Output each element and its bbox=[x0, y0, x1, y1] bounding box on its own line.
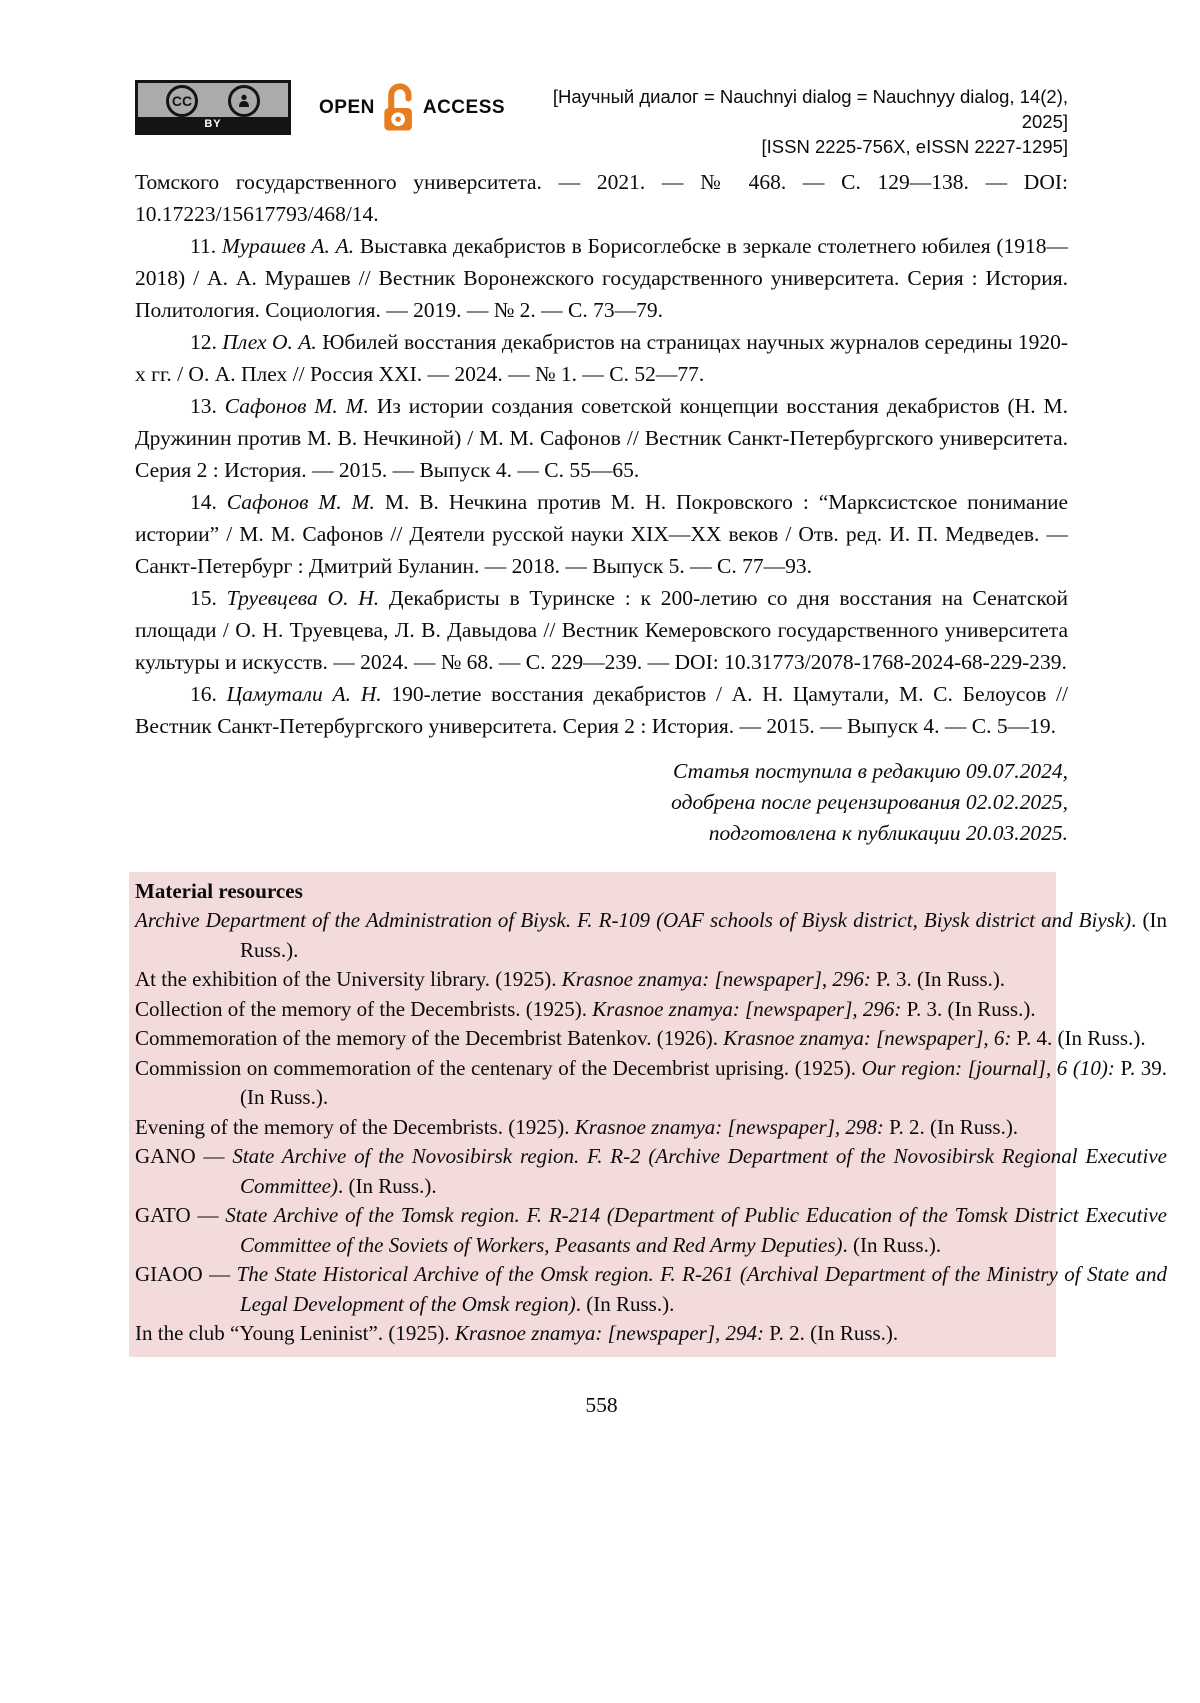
page-number: 558 bbox=[585, 1392, 618, 1417]
page-content bbox=[135, 166, 1168, 1418]
text-run: GANO — bbox=[135, 1144, 233, 1168]
text-run: P. 39. (In Russ.). bbox=[240, 1055, 1167, 1109]
journal-identification bbox=[505, 80, 1068, 159]
text-run: Krasnoe znamya: [newspaper], 296: bbox=[561, 967, 871, 991]
text-run: Труевцева О. Н. bbox=[226, 586, 380, 610]
text-run: Evening of the memory of the Decembrists. (1925). bbox=[135, 1114, 575, 1139]
references-russian-list bbox=[135, 166, 1068, 742]
text-run: At the exhibition of the University library. (1925). bbox=[135, 967, 562, 991]
text-run: 12. bbox=[190, 330, 223, 354]
text-run: Сафонов М. М. bbox=[226, 490, 375, 514]
submission-date-line: одобрена после рецензирования 02.02.2025, bbox=[671, 790, 1068, 814]
text-run: P. 2. (In Russ.). bbox=[883, 1114, 1019, 1139]
text-run: . (In Russ.). bbox=[240, 908, 1167, 962]
journal-title-line: [Научный диалог = Nauchnyi dialog = Nauchnyy dialog, 14(2), 2025] bbox=[552, 86, 1068, 132]
text-run: Krasnoe znamya: [newspaper], 298: bbox=[574, 1114, 884, 1139]
text-run: . (In Russ.). bbox=[575, 1291, 675, 1316]
issn-line: [ISSN 2225-756X, eISSN 2227-1295] bbox=[761, 136, 1068, 157]
text-run: Commemoration of the memory of the Decembrist Batenkov. (1926). bbox=[135, 1026, 724, 1050]
submission-date-line: Статья поступила в редакцию 09.07.2024, bbox=[672, 759, 1068, 783]
reference-item bbox=[135, 390, 1068, 486]
cc-icon: CC bbox=[166, 85, 198, 117]
text-run: Collection of the memory of the Decembrists. (1925). bbox=[135, 996, 593, 1021]
text-run: Из истории создания советской концепции восстания декабристов (Н. М. Дружинин против М. В. Нечкиной) / М. М. Сафонов // Вестник Санкт-Петербургского университета. Серия 2 : История. — 2015. — Выпуск 4. — С. 55—65. bbox=[135, 394, 1068, 482]
submission-date-line: подготовлена к публикации 20.03.2025. bbox=[708, 821, 1068, 845]
material-resource-item bbox=[135, 965, 1167, 995]
text-run: . (In Russ.). bbox=[842, 1232, 942, 1257]
material-resource-item bbox=[135, 995, 1167, 1025]
text-run: State Archive of the Tomsk region. F. R-214 (Department of Public Education of the Tomsk District Executive Committee of the Soviets of Workers, Peasants and Red Army Deputies) bbox=[225, 1203, 1167, 1257]
text-run: P. 4. (In Russ.). bbox=[1011, 1026, 1146, 1050]
open-access-logo bbox=[319, 80, 505, 135]
material-resource-item bbox=[135, 1260, 1167, 1319]
text-run: 11. bbox=[190, 234, 222, 258]
text-run: P. 3. (In Russ.). bbox=[901, 996, 1036, 1021]
text-run: Юбилей восстания декабристов на страницах научных журналов середины 1920-х гг. / О. А. Плех // Россия XXI. — 2024. — № 1. — С. 52—77. bbox=[135, 330, 1068, 386]
reference-item bbox=[135, 582, 1068, 678]
text-run: Krasnoe znamya: [newspaper], 294: bbox=[454, 1321, 764, 1345]
text-run: In the club “Young Leninist”. (1925). bbox=[135, 1321, 455, 1345]
reference-item bbox=[135, 678, 1068, 742]
text-run: . (In Russ.). bbox=[337, 1173, 437, 1198]
open-access-open-label: OPEN bbox=[319, 96, 375, 118]
open-lock-icon bbox=[380, 82, 418, 134]
text-run: М. В. Нечкина против М. Н. Покровского : “Марксистское понимание истории” / М. М. Сафонов // Деятели русской науки XIX—XX веков / Отв. ред. И. П. Медведев. — Санкт-Петербург : Дмитрий Буланин. — 2018. — Выпуск 5. — С. 77—93. bbox=[135, 490, 1069, 578]
reference-item bbox=[135, 326, 1068, 390]
reference-item bbox=[135, 166, 1068, 230]
text-run: Плех О. А. bbox=[222, 330, 317, 354]
text-run: Commission on commemoration of the centenary of the Decembrist uprising. (1925). bbox=[135, 1055, 862, 1080]
text-run: The State Historical Archive of the Omsk region. F. R-261 (Archival Department of the Ministry of State and Legal Development of the Omsk region) bbox=[236, 1262, 1168, 1316]
material-resource-item bbox=[135, 1201, 1167, 1260]
cc-badge-icons bbox=[138, 85, 288, 117]
text-run: Выставка декабристов в Борисоглебске в зеркале столетнего юбилея (1918—2018) / А. А. Мурашев // Вестник Воронежского государственного университета. Серия : История. Политология. Социология. — 2019. — № 2. — С. 73—79. bbox=[135, 234, 1069, 322]
text-run: P. 2. (In Russ.). bbox=[763, 1321, 899, 1345]
text-run: State Archive of the Novosibirsk region. F. R-2 (Archive Department of the Novosibirsk Regional Executive Committee) bbox=[232, 1144, 1167, 1198]
text-run: Archive Department of the Administration of Biysk. F. R-109 (OAF schools of Biysk district, Biysk district and Biysk) bbox=[135, 908, 1132, 932]
text-run: P. 3. (In Russ.). bbox=[870, 967, 1006, 991]
journal-header bbox=[135, 80, 1068, 159]
text-run: Томского государственного университета. — 2021. — № 468. — С. 129—138. — DOI: 10.17223/15617793/468/14. bbox=[135, 170, 1068, 226]
text-run: 15. bbox=[190, 586, 227, 610]
cc-by-license-badge bbox=[135, 80, 291, 135]
text-run: Сафонов М. М. bbox=[224, 394, 369, 418]
material-resource-item bbox=[135, 1024, 1167, 1054]
text-run: Krasnoe znamya: [newspaper], 296: bbox=[592, 996, 902, 1021]
submission-dates-note bbox=[135, 756, 1068, 849]
open-access-access-label: ACCESS bbox=[422, 96, 506, 118]
text-run: 14. bbox=[190, 490, 227, 514]
material-resource-item bbox=[135, 1142, 1167, 1201]
text-run: Krasnoe znamya: [newspaper], 6: bbox=[723, 1026, 1012, 1050]
reference-item bbox=[135, 230, 1068, 326]
material-resources-heading: Material resources bbox=[135, 879, 303, 903]
text-run: Цамутали А. Н. bbox=[226, 682, 382, 706]
material-resource-item bbox=[135, 906, 1167, 965]
text-run: Декабристы в Туринске : к 200-летию со дня восстания на Сенатской площади / О. Н. Труевцева, Л. В. Давыдова // Вестник Кемеровского государственного университета культуры и искусств. — 2024. — № 68. — С. 229—239. — DOI: 10.31773/2078-1768-2024-68-229-239. bbox=[135, 586, 1068, 674]
material-resources-list bbox=[135, 906, 1168, 1349]
attribution-person-icon bbox=[228, 85, 260, 117]
text-run: Мурашев А. А. bbox=[221, 234, 355, 258]
text-run: 190-летие восстания декабристов / А. Н. Цамутали, М. С. Белоусов // Вестник Санкт-Петербургского университета. Серия 2 : История. — 2015. — Выпуск 4. — С. 5—19. bbox=[135, 682, 1068, 738]
cc-by-label: BY bbox=[138, 117, 288, 132]
material-resource-item bbox=[135, 1319, 1167, 1349]
text-run: 16. bbox=[190, 682, 227, 706]
text-run: Our region: [journal], 6 (10): bbox=[861, 1055, 1115, 1080]
text-run: GATO — bbox=[135, 1203, 226, 1227]
text-run: 13. bbox=[190, 394, 225, 418]
reference-item bbox=[135, 486, 1068, 582]
material-resource-item bbox=[135, 1113, 1167, 1143]
material-resources-section bbox=[129, 872, 1168, 1357]
text-run: GIAOO — bbox=[135, 1262, 237, 1286]
material-resource-item bbox=[135, 1054, 1167, 1113]
